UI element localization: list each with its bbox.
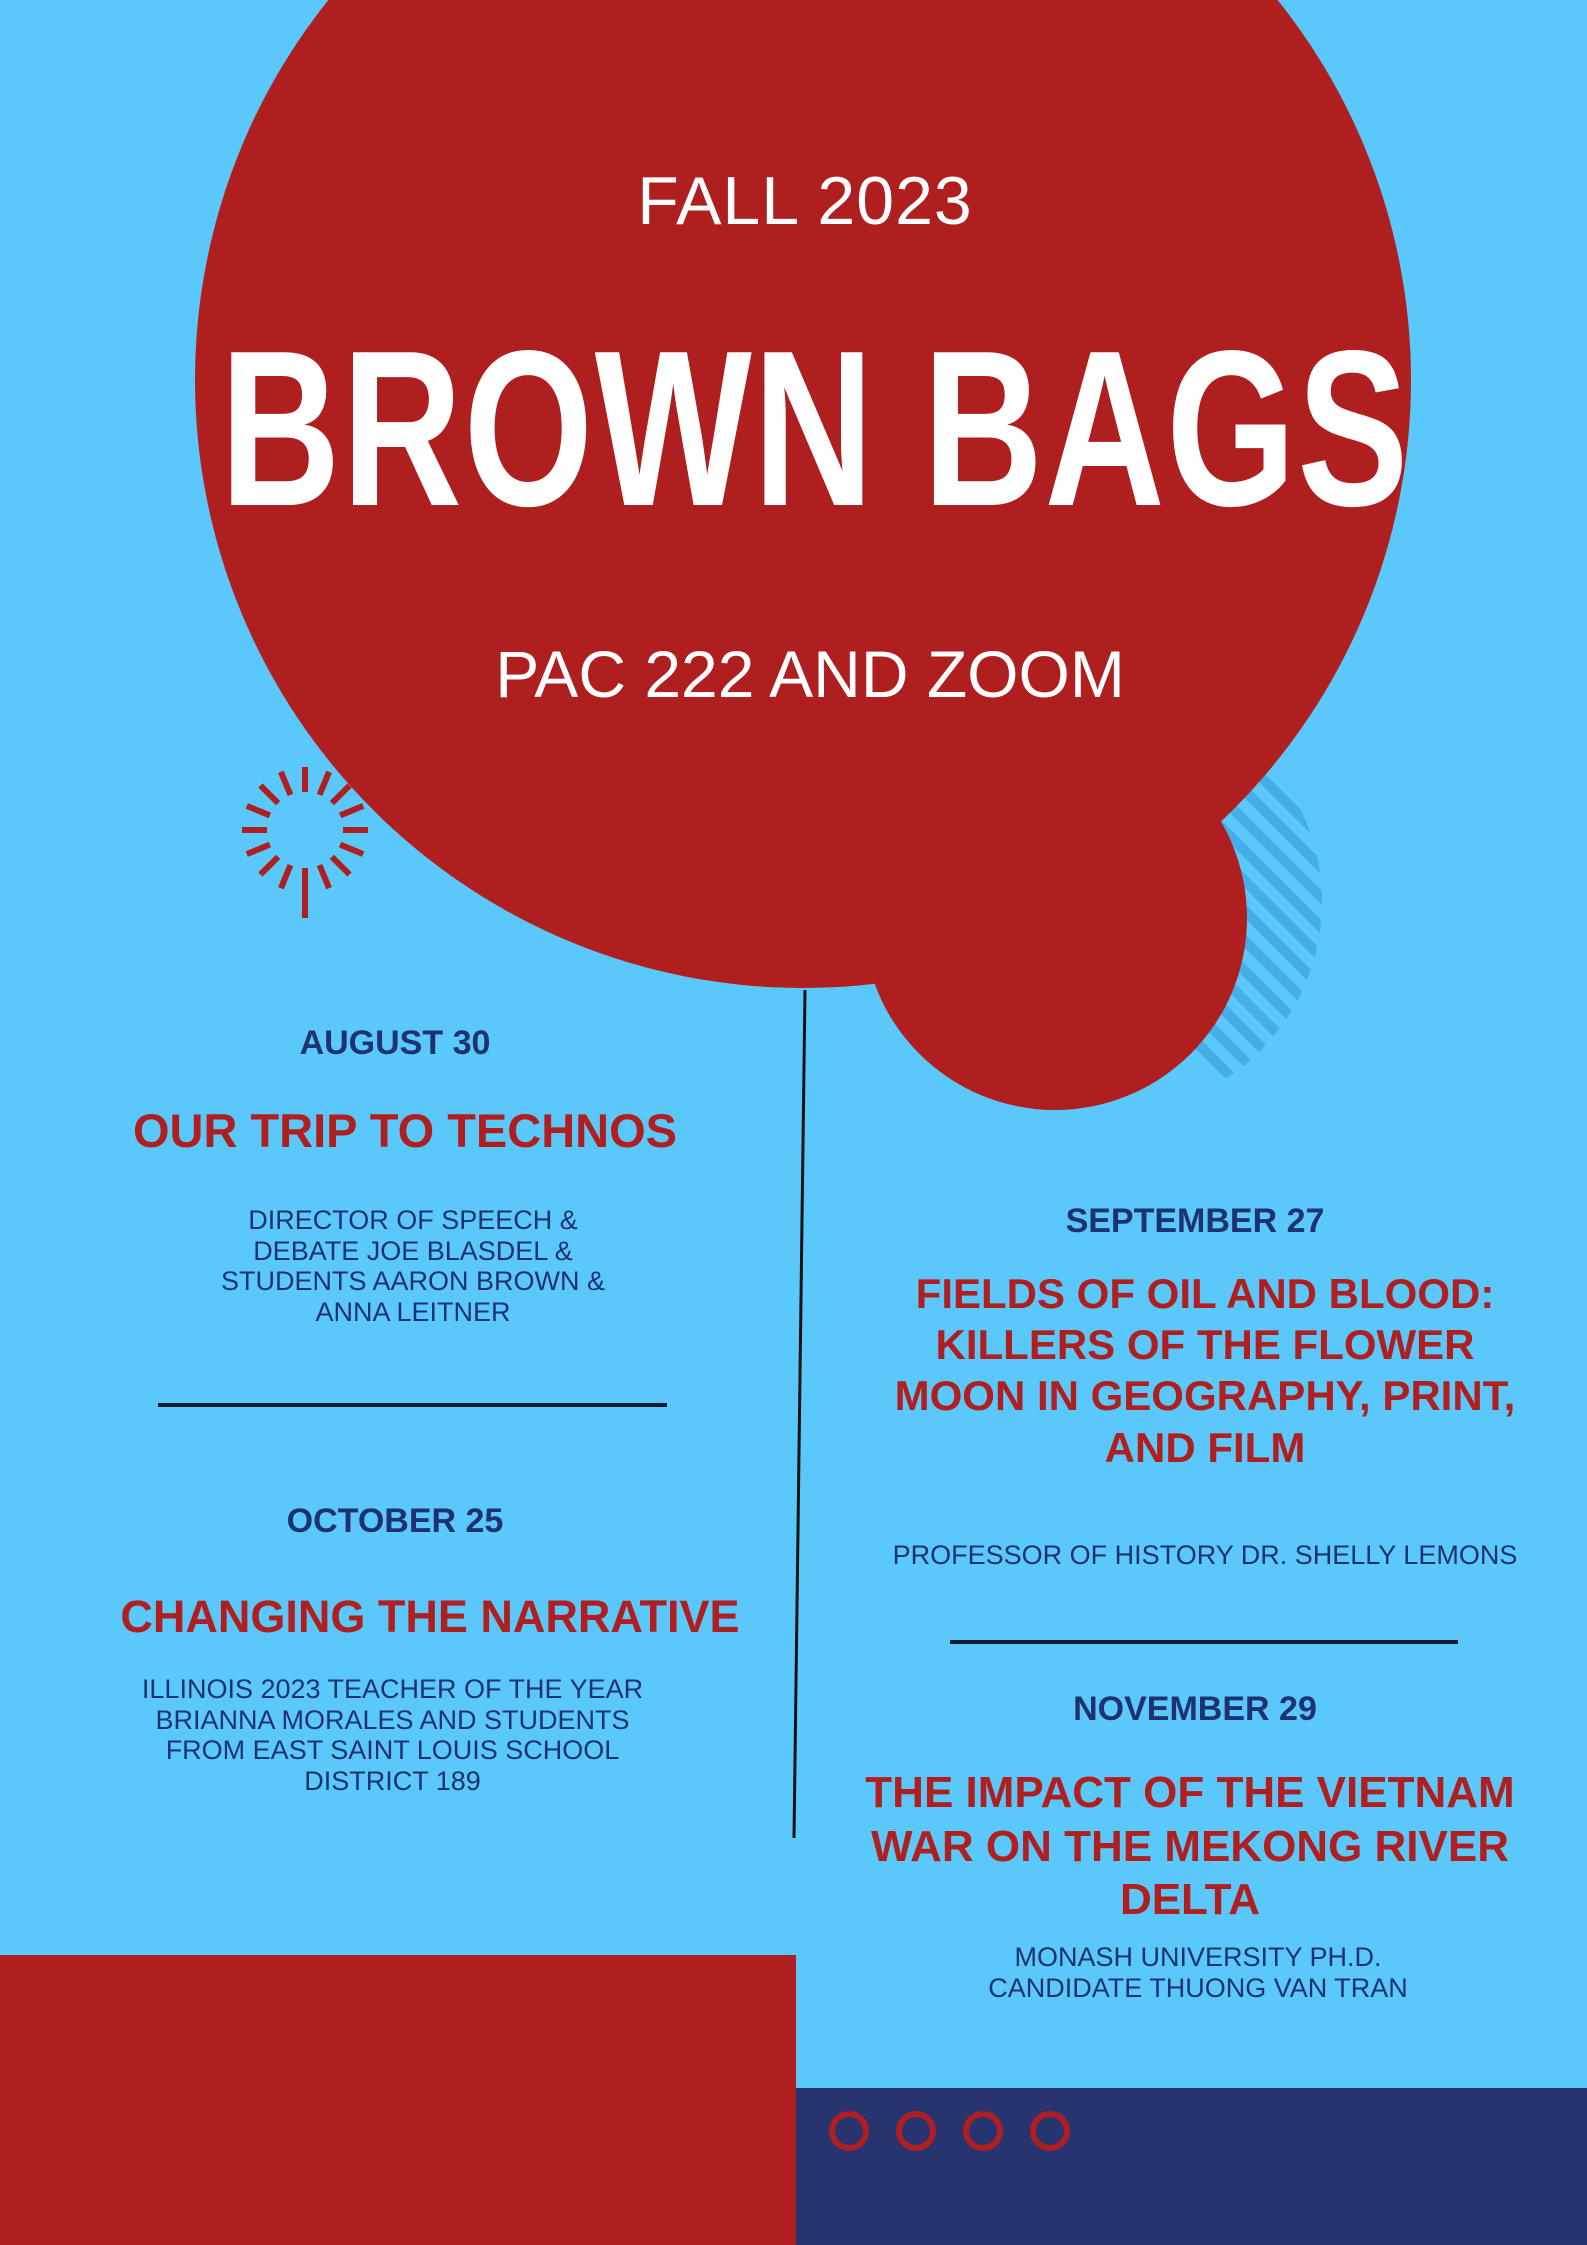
event-date: NOVEMBER 29: [1073, 1690, 1317, 1728]
page-title: BROWN BAGS: [220, 305, 1410, 553]
event-title: THE IMPACT OF THE VIETNAM WAR ON THE MEKONG RIVER DELTA: [865, 1768, 1515, 1925]
sunburst-icon: [242, 767, 368, 918]
event-title: OUR TRIP TO TECHNOS: [132, 1104, 678, 1157]
event-date: SEPTEMBER 27: [1065, 1202, 1325, 1240]
vertical-divider: [794, 990, 805, 1838]
event-title: FIELDS OF OIL AND BLOOD: KILLERS OF THE FLOWER MOON IN GEOGRAPHY, PRINT, AND FILM: [894, 1270, 1516, 1471]
event-presenter: DIRECTOR OF SPEECH & DEBATE JOE BLASDEL & STUDENTS AARON BROWN & ANNA LEITNER: [220, 1205, 606, 1327]
event-presenter: PROFESSOR OF HISTORY DR. SHELLY LEMONS: [892, 1540, 1518, 1570]
bottom-red-block: [0, 1955, 796, 2245]
event-date: AUGUST 30: [299, 1024, 491, 1062]
season-label: FALL 2023: [637, 163, 973, 239]
event-date: OCTOBER 25: [286, 1502, 504, 1540]
location-label: PAC 222 AND ZOOM: [495, 637, 1125, 711]
event-presenter: ILLINOIS 2023 TEACHER OF THE YEAR BRIANNA MORALES AND STUDENTS FROM EAST SAINT LOUIS SCHOOL DISTRICT 189: [141, 1674, 644, 1796]
event-presenter: MONASH UNIVERSITY PH.D. CANDIDATE THUONG VAN TRAN: [988, 1942, 1408, 2003]
event-title: CHANGING THE NARRATIVE: [120, 1591, 740, 1642]
